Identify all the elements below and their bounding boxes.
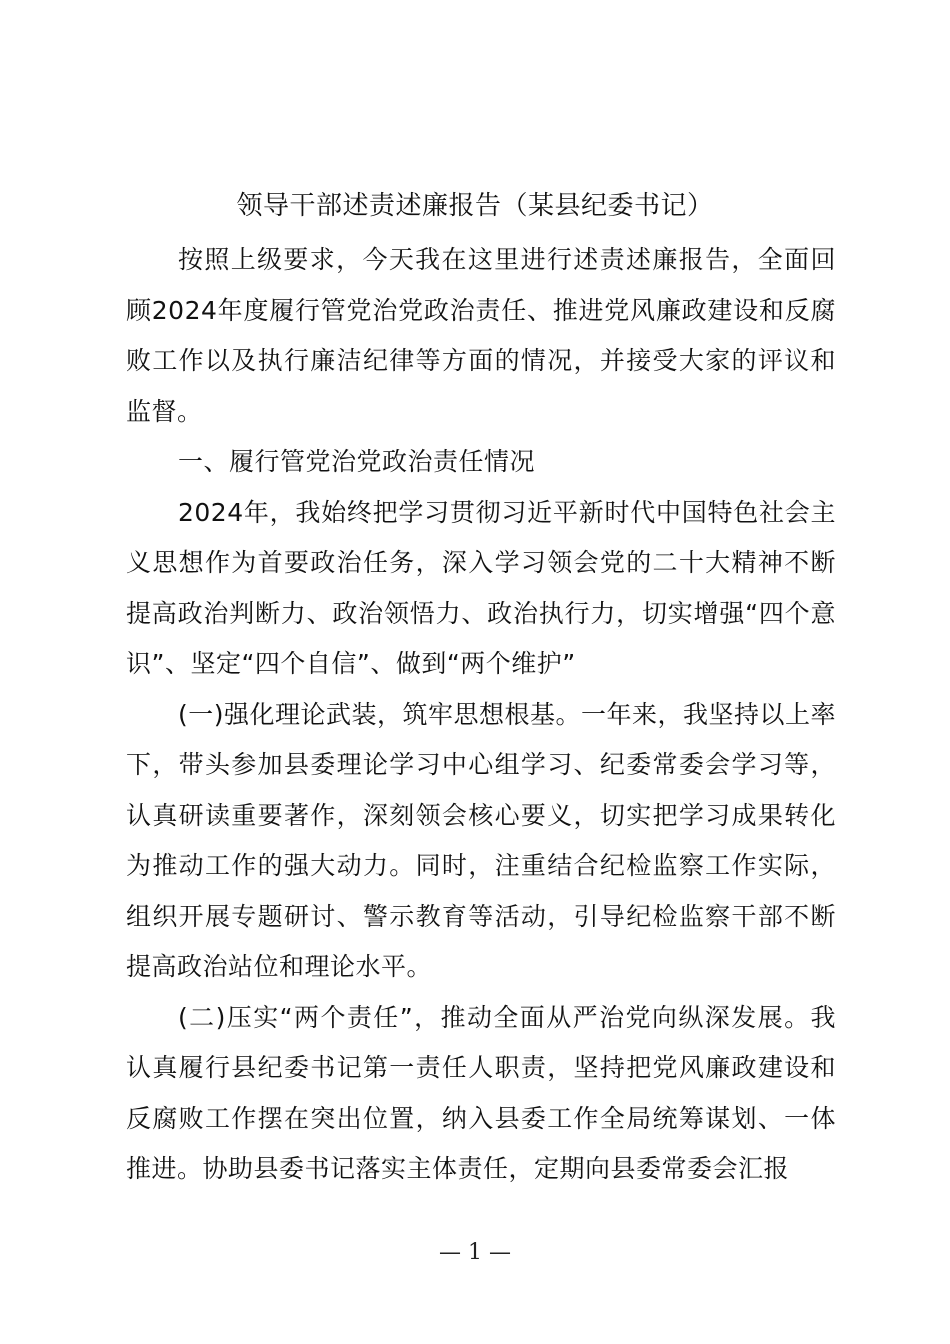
intro-paragraph: 按照上级要求，今天我在这里进行述责述廉报告，全面回顾2024年度履行管党治党政治责任、推进党风廉政建设和反腐败工作以及执行廉洁纪律等方面的情况，并接受大家的评议和监督。 — [126, 245, 836, 426]
section-heading: 一、履行管党治党政治责任情况 — [178, 447, 536, 476]
page-number: — 1 — — [439, 1240, 511, 1265]
document-title: 领导干部述责述廉报告（某县纪委书记） — [236, 191, 714, 221]
document-body — [126, 235, 836, 1195]
section-paragraph-3: (二)压实“两个责任”，推动全面从严治党向纵深发展。我认真履行县纪委书记第一责任人职责，坚持把党风廉政建设和反腐败工作摆在突出位置，纳入县委工作全局统筹谋划、一体推进。协助县委书记落实主体责任，定期向县委常委会汇报 — [126, 1002, 836, 1183]
section-paragraph-1: 2024年，我始终把学习贯彻习近平新时代中国特色社会主义思想作为首要政治任务，深入学习领会党的二十大精神不断提高政治判断力、政治领悟力、政治执行力，切实增强“四个意识”、坚定“四个自信”、做到“两个维护” — [126, 497, 836, 678]
section-paragraph-2: (一)强化理论武装，筑牢思想根基。一年来，我坚持以上率下，带头参加县委理论学习中心组学习、纪委常委会学习等，认真研读重要著作，深刻领会核心要义，切实把学习成果转化为推动工作的强大动力。同时，注重结合纪检监察工作实际，组织开展专题研讨、警示教育等活动，引导纪检监察干部不断提高政治站位和理论水平。 — [126, 699, 837, 981]
